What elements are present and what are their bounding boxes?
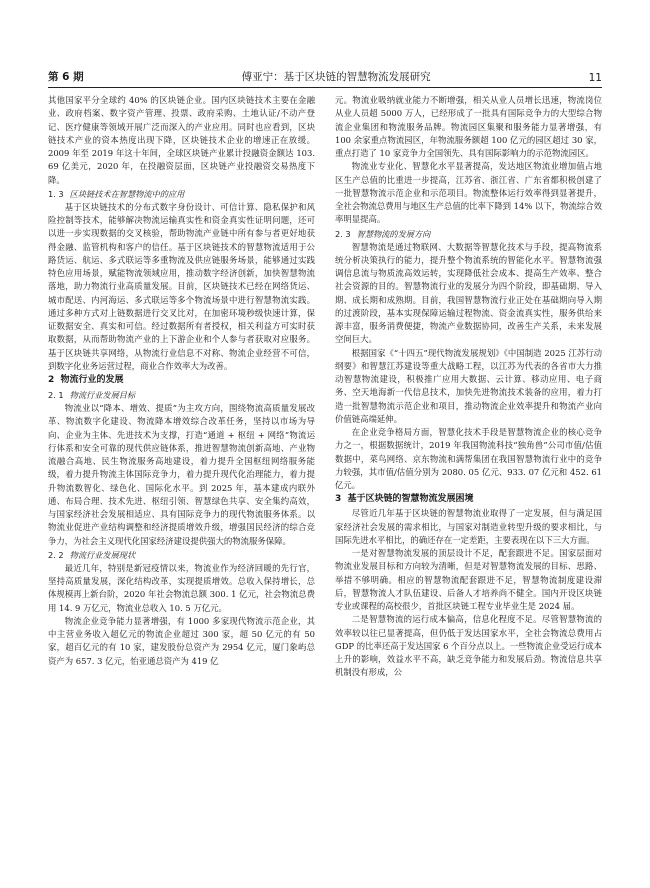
section-title: 基于区块链的智慧物流发展困境: [347, 494, 474, 505]
section-heading-1-3: [48, 187, 315, 201]
section-number: 2. 2: [48, 549, 64, 560]
section-heading-3: [335, 492, 602, 507]
section-heading-2-3: [335, 227, 602, 241]
body-columns: [48, 94, 602, 874]
section-title: 物流行业的发展: [60, 375, 124, 385]
paragraph: 在企业竞争格局方面，智慧化技术手段是智慧物流企业的核心竞争力之一，根据数据统计，2019 年我国物流科技“独角兽”公司市值/估值数据中，菜鸟网络、京东物流和满帮集团在我国智慧物流行业中的竞争力较强，其市值/估值分别为 2080. 05 亿元、933. 07 亿元和 452. 61 亿元。: [335, 427, 602, 490]
paragraph: 物流业专业化、智慧化水平显著提高，发达地区物流业增加值占地区生产总值的比重进一步提高，江苏省、浙江省、广东省都积极创建了一批智慧物流示范企业和示范项目。物流整体运行效率得到显著提升，全社会物流总费用与地区生产总值的比率下降到 14% 以下，物流综合效率明显提高。: [335, 161, 602, 225]
paragraph: 其他国家平分全球约 40% 的区块链企业。国内区块链技术主要在金融业、政府档案、数字资产管理、投票、政府采购、土地认证/不动产登记、医疗健康等领域开展广泛而深入的产业应用。同时也应看到，区块链技术产业的资本热度出现下降，区块链技术企业的增速正在放缓。2009 年至 2019 年这十年间，全球区块链产业累计投融资金额达 103. 69 亿美元，2020 年，在投融资层面，区块链产业投融资交易热度下降。: [48, 95, 315, 185]
paragraph: 元。物流业吸纳就业能力不断增强，相关从业人员增长迅速，物流岗位从业人员超 5000 万人，已经形成了一批具有国际竞争力的大型综合物流企业集团和物流服务品牌。物流园区集聚和服务能力显著增强，有 100 余家重点物流园区，年物流服务额超 100 亿元的园区超过 30 家，重点打造了 10 家竞争力全国领先、具有国际影响力的示范物流园区。: [335, 95, 602, 158]
paragraph: 尽管近几年基于区块链的智慧物流业取得了一定发展，但与满足国家经济社会发展的需求相比，与国家对制造业转型升级的要求相比，与国际先进水平相比，的确还存在一定差距，主要表现在以下三大方面。: [335, 508, 602, 545]
page-number: 11: [588, 72, 602, 84]
paragraph: 物流企业竞争能力显著增强，有 1000 多家现代物流示范企业，其中主营业务收入超亿元的物流企业超过 300 家，超 50 亿元的有 50 家，超百亿元的有 10 家，建发股份总资产为 2954 亿元，厦门象屿总资产为 657. 3 亿元，怡亚通总资产为 419 亿: [48, 615, 315, 666]
section-heading-2-1: [48, 388, 315, 402]
paragraph: 二是智慧物流的运行成本偏高，信息化程度不足。尽管智慧物流的效率较以往已显著提高，但仍低于发达国家水平，全社会物流总费用占 GDP 的比率还高于发达国家 6 个百分点以上。一些物流企业受运行成本上升的影响，效益水平不高，缺乏竞争能力和发展后劲。物流信息共享机制没有形成，公: [335, 614, 602, 678]
paragraph: 根据国家《“十四五”现代物流发展规划》《中国制造 2025 江苏行动纲要》和智慧江苏建设等重大战略工程，以江苏为代表的各省市大力推动智慧物流建设，积极推广应用大数据、云计算、移动应用、电子商务、空天地海新一代信息技术，加快先进物流技术装备的应用，着力打造一批智慧物流示范企业和项目，推动物流企业效率提升和物流产业向价值链高端延伸。: [335, 347, 602, 424]
paragraph: 智慧物流是通过物联网、大数据等智慧化技术与手段，提高物流系统分析决策执行的能力，提升整个物流系统的智能化水平。智慧物流强调信息流与物质流高效运转，实现降低社会成本、提高生产效率、整合社会资源的目的。智慧物流行业的发展分为四个阶段，即基础期、导入期、成长期和成熟期。目前，我国智慧物流行业正处在基础期向导入期的过渡阶段，基本实现保障运输过程物流、资金流真实性，服务供给来源丰富，服务消费便捷，物流产业数据协同，改善生产关系，未来发展空间巨大。: [335, 241, 602, 345]
running-header: [48, 68, 602, 88]
section-heading-2-2: [48, 548, 315, 562]
section-heading-2: [48, 373, 315, 388]
section-title: 智慧物流的发展方向: [356, 228, 431, 239]
section-number: 2. 1: [48, 390, 64, 400]
section-number: 3: [335, 494, 342, 505]
running-title: 傅亚宁：基于区块链的智慧物流发展研究: [241, 71, 431, 83]
section-title: 物流行业发展现状: [69, 549, 136, 560]
section-title: 区块链技术在智慧物流中的应用: [69, 188, 185, 199]
issue-label: 第 6 期: [48, 71, 84, 83]
paragraph: 最近几年，特别是新冠疫情以来，物流业作为经济回暖的先行官，坚持高质量发展，深化结构改革，实现提质增效。总收入保持增长，总体规模再上新台阶，2020 年社会物流总额 300. 1 亿元，社会物流总费用 14. 9 万亿元，物流业总收入 10. 5 万亿元。: [48, 562, 315, 613]
section-number: 2. 3: [335, 228, 351, 239]
right-column: [335, 94, 602, 874]
paragraph: 物流业以“降本、增效、提质”为主攻方向，围绕物流高质量发展改革、物流数字化建设、物流降本增效综合改革任务，坚持以市场为导向、企业为主体、先进技术为支撑，打造“通道 + 枢纽 + 网络”物流运行体系和安全可靠的现代供应链体系，推进智慧物流创新高地、产业物流融合高地、民生物流服务高地建设，着力提升全国枢纽网络服务能级，着力提升物流主体国际竞争力，着力提升现代化治理能力，着力提升物流数智化、绿色化、国际化水平。到 2025 年，基本建成内联外通、布局合理、技术先进、枢纽引领、智慧绿色共享、安全集约高效，与国家经济社会发展相适应、具有国际竞争力的现代物流服务体系。以物流业促进产业结构调整和经济提质增效升级，增强国民经济的综合竞争力，为社会主义现代化国家经济建设提供强大的物流服务保障。: [48, 403, 315, 546]
paragraph: 一是对智慧物流发展的顶层设计不足，配套跟进不足。国家层面对物流业发展目标和方向较为清晰，但是对智慧物流发展的目标、思路、举措不够明确。相应的智慧物流配套跟进不足，智慧物流制度建设滞后，智慧物流人才队伍建设、后备人才培养尚不健全。国内开设区块链专业或课程的高校很少，首批区块链工程专业毕业生是 2024 届。: [335, 548, 602, 611]
section-title: 物流行业发展目标: [69, 390, 136, 400]
left-column: [48, 94, 315, 874]
paragraph: 基于区块链技术的分布式数字身份设计、可信计算、隐私保护和风险控制等技术，能够解决物流运输真实性和资金真实性证明问题，还可以进一步实现数据的交叉核验，帮助物流产业链中所有参与者更好地获得金融、监管机构和客户的信任。基于区块链技术的智慧物流适用于公路货运、航运、多式联运等多重物流及供应链服务场景，能够通过实践特色应用场景，赋能物流领域应用，推动数字经济创新，加快智慧物流落地，助力物流行业高质量发展。目前，区块链技术已经在网络货运、城市配送、内河海运、多式联运等多个物流场景中进行智慧物流实践。通过多种方式对上链数据进行交叉比对，在加密环境秒级快速计算，保证数据安全、真实和可信。经过数据所有者授权，相关利益方可实时获取数据，从而帮助物流产业的上下游企业和个人参与者获取对应服务。基于区块链共享网络，从物流行业信息不对称、物流企业经营不可信，到数字化业务运营过程，商业合作效率大为改善。: [48, 201, 315, 371]
section-number: 1. 3: [48, 188, 64, 199]
section-number: 2: [48, 375, 55, 385]
